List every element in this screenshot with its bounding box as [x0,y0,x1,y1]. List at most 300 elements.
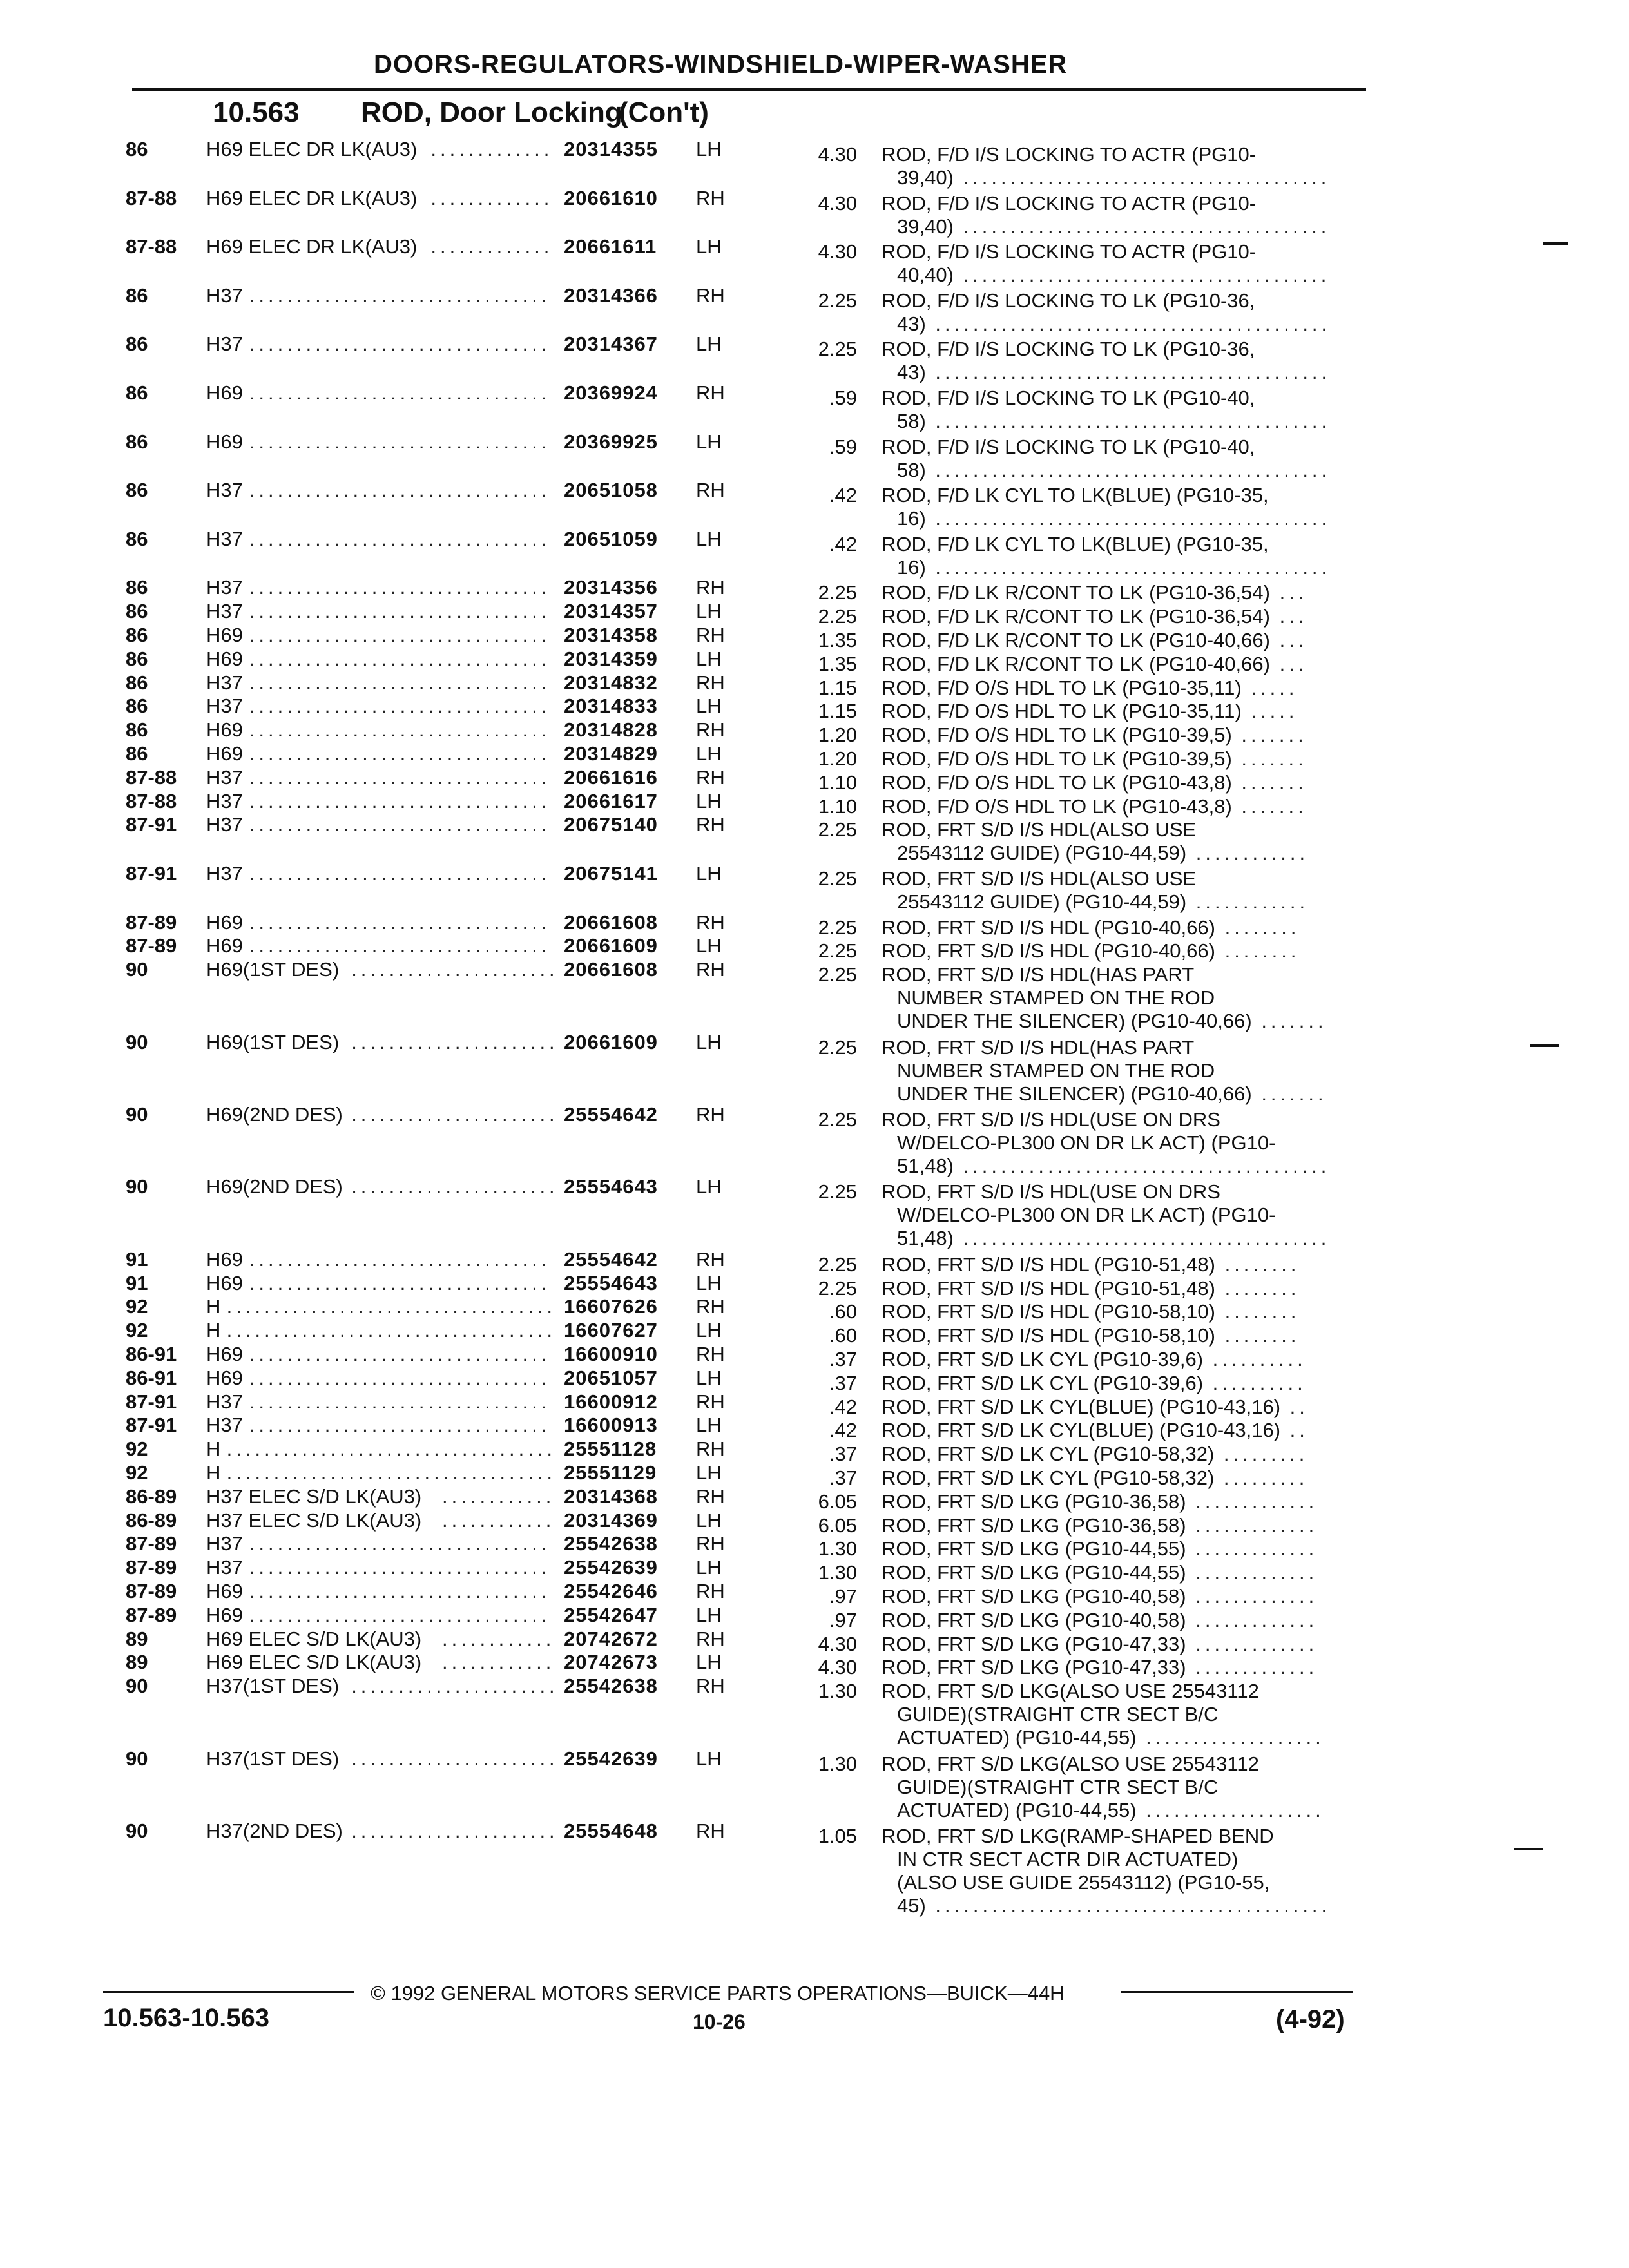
year-range: 86-91 [126,1366,177,1389]
leader-dots: ................................ [249,1366,551,1389]
description-line: NUMBER STAMPED ON THE ROD [897,986,1215,1010]
part-number: 25542638 [564,1532,658,1555]
description-line-wrap [882,215,1358,238]
description-line: ROD, F/D I/S LOCKING TO ACTR (PG10- [882,191,1257,215]
description-line-wrap [882,771,1358,794]
year-range: 86 [126,284,148,307]
leader-dots: ................................ [249,1390,551,1413]
leader-dots: ...................... [351,1675,559,1698]
year-range: 86 [126,647,148,670]
description-line: 39,40) [897,166,954,189]
margin-mark [1514,1848,1543,1850]
description-line: NUMBER STAMPED ON THE ROD [897,1059,1215,1082]
year-range: 86-89 [126,1485,177,1508]
quantity: 2.25 [818,581,857,604]
leader-dots: ................................ [249,1603,551,1626]
quantity: 1.30 [818,1752,857,1775]
year-range: 87-89 [126,1580,177,1602]
description [882,1324,1358,1347]
leader-dots: ................................ [249,527,551,550]
year-range: 87-91 [126,862,177,885]
model-code: H37(1ST DES) [206,1747,340,1770]
description [882,1633,1358,1656]
quantity: .42 [829,1395,857,1418]
model-code: H37 [206,813,243,836]
year-range: 90 [126,958,148,981]
description-line: ROD, FRT S/D LKG (PG10-47,33) [882,1632,1186,1655]
year-range: 87-88 [126,235,177,258]
quantity: 2.25 [818,818,857,841]
description-leader-dots: .......................................... [925,361,1331,384]
footer-copyright: © 1992 GENERAL MOTORS SERVICE PARTS OPERATIONS—BUICK—44H [371,1982,1065,2004]
description-line: 25543112 GUIDE) (PG10-44,59) [897,890,1187,913]
side: RH [696,718,725,742]
description-line: ROD, F/D I/S LOCKING TO LK (PG10-36, [882,289,1255,312]
side: RH [696,1295,725,1318]
description-line: GUIDE)(STRAIGHT CTR SECT B/C [897,1703,1219,1726]
description-leader-dots: ............ [1186,841,1309,865]
part-number: 20314356 [564,576,658,599]
description-line: ROD, F/D LK CYL TO LK(BLUE) (PG10-35, [882,532,1269,555]
description [882,867,1358,914]
description-leader-dots: ........ [1215,1253,1300,1276]
description-line: ACTUATED) (PG10-44,55) [897,1798,1137,1821]
description-line-wrap [882,1277,1358,1300]
part-number: 25551129 [564,1461,657,1484]
description-leader-dots: ......... [1214,1466,1309,1489]
part-number: 20314832 [564,671,658,694]
part-number: 20314357 [564,600,658,623]
description-line: ROD, FRT S/D I/S HDL(ALSO USE [882,818,1197,841]
description-leader-dots: ......... [1214,1443,1309,1466]
description [882,605,1358,628]
quantity: 1.10 [818,794,857,818]
model-code: H69 [206,1603,243,1626]
description-leader-dots: ....... [1231,747,1307,770]
description-line-wrap [882,939,1358,963]
description-line: GUIDE)(STRAIGHT CTR SECT B/C [897,1775,1219,1798]
model-code: H37 [206,1414,243,1437]
model-code: H69 [206,430,243,453]
quantity: 2.25 [818,867,857,890]
model-code: H69 [206,1366,243,1389]
leader-dots: ................................ [249,600,551,623]
part-number: 20314833 [564,695,658,718]
part-number: 20314369 [564,1508,658,1532]
quantity: 1.15 [818,700,857,723]
quantity: 2.25 [818,1276,857,1300]
quantity: 1.15 [818,676,857,699]
description-line-wrap [882,507,1358,530]
description-line-wrap [882,1537,1358,1561]
quantity: .37 [829,1348,857,1370]
description-leader-dots: ............ [1186,890,1309,913]
quantity: 4.30 [818,240,857,264]
description-leader-dots: .......... [1203,1371,1307,1394]
description [882,192,1358,238]
description-leader-dots: ........ [1215,1276,1300,1300]
side: LH [696,789,722,812]
description [882,1443,1358,1466]
part-number: 20314358 [564,624,658,646]
description-line: ROD, FRT S/D LKG (PG10-36,58) [882,1490,1186,1513]
side: RH [696,1675,725,1698]
year-range: 87-89 [126,934,177,957]
description-line: ROD, F/D LK R/CONT TO LK (PG10-36,54) [882,605,1270,628]
side: RH [696,1103,725,1126]
description [882,581,1358,604]
year-range: 87-91 [126,1414,177,1437]
part-number: 20314366 [564,284,658,307]
leader-dots: ................................ [249,1580,551,1602]
description-line: ROD, FRT S/D LKG (PG10-47,33) [882,1656,1186,1679]
description-line: ROD, F/D O/S HDL TO LK (PG10-39,5) [882,724,1232,747]
description-leader-dots: ............. [1186,1490,1318,1513]
model-code: H37 [206,576,243,599]
description-line: ROD, F/D LK R/CONT TO LK (PG10-40,66) [882,629,1270,651]
quantity: 1.20 [818,747,857,770]
part-number: 20661608 [564,958,658,981]
description-line: ROD, FRT S/D I/S HDL(USE ON DRS [882,1108,1220,1131]
part-number: 25551128 [564,1437,657,1461]
part-number: 20742673 [564,1651,658,1674]
part-number: 25542638 [564,1675,658,1698]
side: LH [696,1366,722,1389]
description [882,1277,1358,1300]
leader-dots: ................................ [249,765,551,789]
description-line-wrap [882,1726,1358,1749]
part-number: 20369924 [564,381,658,404]
description-line: ROD, F/D O/S HDL TO LK (PG10-35,11) [882,676,1242,699]
quantity: .60 [829,1324,857,1347]
part-number: 20661609 [564,934,658,957]
leader-dots: ................................ [249,332,551,356]
part-number: 25554643 [564,1175,658,1198]
leader-dots: ................................ [249,1532,551,1555]
side: LH [696,1747,722,1770]
leader-dots: ................................ [249,1343,551,1365]
quantity: 2.25 [818,1180,857,1204]
year-range: 86-89 [126,1508,177,1532]
description [882,1348,1358,1371]
description-line: ROD, FRT S/D LK CYL(BLUE) (PG10-43,16) [882,1395,1281,1418]
description-line-wrap [882,629,1358,652]
part-number: 25542646 [564,1580,658,1602]
side: LH [696,647,722,670]
description-line: ROD, FRT S/D I/S HDL (PG10-58,10) [882,1324,1215,1347]
description-leader-dots: ... [1269,629,1308,651]
description-leader-dots: ........ [1215,1300,1300,1323]
side: LH [696,138,722,160]
description-leader-dots: ... [1269,581,1308,604]
quantity: 2.25 [818,1253,857,1276]
description-line-wrap [882,1227,1358,1250]
description [882,1656,1358,1679]
description-line-wrap [882,1561,1358,1584]
section-heading [213,97,709,129]
year-range: 86 [126,576,148,599]
description [882,771,1358,794]
model-code: H37 ELEC S/D LK(AU3) [206,1485,422,1508]
quantity: 2.25 [818,338,857,361]
description [882,436,1358,482]
description-line: ROD, F/D I/S LOCKING TO LK (PG10-40, [882,387,1255,409]
model-code: H69 [206,934,243,957]
quantity: 1.10 [818,771,857,794]
year-range: 90 [126,1103,148,1126]
side: LH [696,1651,722,1674]
description-line-wrap [882,410,1358,433]
model-code: H69 ELEC S/D LK(AU3) [206,1627,422,1650]
model-code: H37 [206,479,243,502]
leader-dots: ...................... [351,1820,559,1842]
description-line-wrap [882,1894,1358,1917]
side: LH [696,332,722,356]
year-range: 86 [126,332,148,356]
year-range: 87-89 [126,1532,177,1555]
quantity: .37 [829,1371,857,1394]
description-line: ROD, F/D I/S LOCKING TO ACTR (PG10- [882,143,1257,166]
year-range: 86 [126,742,148,765]
leader-dots: ................................ [249,576,551,599]
description-leader-dots: ............. [1186,1608,1318,1631]
description [882,1180,1358,1250]
leader-dots: ...................... [351,1103,559,1126]
leader-dots: ................................ [249,1556,551,1579]
description [882,747,1358,771]
description-line-wrap [882,1466,1358,1490]
leader-dots: ...................... [351,1747,559,1770]
part-number: 16607627 [564,1319,658,1342]
description-line: 58) [897,458,926,481]
year-range: 87-91 [126,813,177,836]
description-line-wrap [882,581,1358,604]
description-line-wrap [882,1300,1358,1323]
description-line: ROD, FRT S/D I/S HDL (PG10-40,66) [882,939,1215,963]
description-line: UNDER THE SILENCER) (PG10-40,66) [897,1082,1252,1105]
description-line-wrap [882,1514,1358,1537]
description-leader-dots: ............. [1186,1537,1318,1561]
year-range: 90 [126,1747,148,1770]
year-range: 87-88 [126,789,177,812]
model-code: H37 ELEC S/D LK(AU3) [206,1508,422,1532]
year-range: 91 [126,1247,148,1271]
model-code: H69 [206,910,243,934]
year-range: 86 [126,671,148,694]
description-line: (ALSO USE GUIDE 25543112) (PG10-55, [897,1871,1270,1894]
description-line-wrap [882,264,1358,287]
description [882,1108,1358,1178]
description-line-wrap [882,1633,1358,1656]
description-line: ROD, F/D O/S HDL TO LK (PG10-43,8) [882,794,1232,818]
description-line: ROD, F/D I/S LOCKING TO ACTR (PG10- [882,240,1257,264]
leader-dots: ................................ [249,862,551,885]
description-leader-dots: .......................................... [925,507,1331,530]
side: RH [696,479,725,502]
model-code: H69 ELEC DR LK(AU3) [206,186,418,209]
side: RH [696,624,725,646]
model-code: H69 [206,1247,243,1271]
side: LH [696,235,722,258]
description [882,289,1358,336]
description [882,387,1358,433]
description [882,700,1358,723]
model-code: H [206,1295,221,1318]
leader-dots: ................................ [249,910,551,934]
year-range: 86 [126,479,148,502]
leader-dots: ................................ [249,647,551,670]
description [882,653,1358,676]
description-leader-dots: .......................................... [925,312,1331,335]
side: RH [696,813,725,836]
part-number: 20651058 [564,479,658,502]
side: RH [696,1485,725,1508]
quantity: 4.30 [818,191,857,215]
side: LH [696,600,722,623]
quantity: 1.20 [818,724,857,747]
model-code: H69(1ST DES) [206,958,340,981]
quantity: 1.30 [818,1561,857,1584]
leader-dots: ................................ [249,1414,551,1437]
description-line: IN CTR SECT ACTR DIR ACTUATED) [897,1848,1239,1870]
part-number: 20675141 [564,862,658,885]
quantity: .37 [829,1466,857,1489]
model-code: H69(1ST DES) [206,1030,340,1053]
quantity: 1.35 [818,629,857,651]
quantity: 2.25 [818,963,857,986]
model-code: H69(2ND DES) [206,1175,343,1198]
part-number: 25542639 [564,1747,658,1770]
part-number: 20651059 [564,527,658,550]
description-line: 43) [897,312,926,335]
leader-dots: ................................ [249,624,551,646]
description-line: ROD, F/D O/S HDL TO LK (PG10-35,11) [882,700,1242,723]
side: LH [696,862,722,885]
leader-dots: ................................... [226,1319,557,1342]
leader-dots: ...................... [351,958,559,981]
leader-dots: ................................ [249,934,551,957]
year-range: 86 [126,600,148,623]
description [882,818,1358,865]
year-range: 92 [126,1461,148,1484]
description-line: W/DELCO-PL300 ON DR LK ACT) (PG10- [897,1131,1276,1154]
year-range: 87-89 [126,1556,177,1579]
year-range: 87-89 [126,910,177,934]
margin-mark [1543,242,1568,245]
description-line: ROD, FRT S/D LK CYL(BLUE) (PG10-43,16) [882,1419,1281,1442]
quantity: .59 [829,435,857,458]
leader-dots: ................................ [249,381,551,404]
section-continued: (Con't) [619,97,709,128]
quantity: 1.30 [818,1537,857,1561]
leader-dots: ...................... [351,1030,559,1053]
description-leader-dots: ............. [1186,1632,1318,1655]
part-number: 25554643 [564,1271,658,1294]
part-number: 20661616 [564,765,658,789]
description [882,240,1358,287]
description [882,1372,1358,1395]
quantity: .60 [829,1300,857,1323]
description-line: 25543112 GUIDE) (PG10-44,59) [897,841,1187,865]
description [882,1490,1358,1514]
side: RH [696,1532,725,1555]
description-line: ROD, FRT S/D LKG(ALSO USE 25543112 [882,1752,1259,1775]
side: LH [696,742,722,765]
description-line: 43) [897,361,926,384]
model-code: H37 [206,1556,243,1579]
model-code: H69 [206,647,243,670]
page-header-title: DOORS-REGULATORS-WINDSHIELD-WIPER-WASHER [374,50,1068,79]
part-number: 25554648 [564,1820,658,1842]
quantity: 2.25 [818,605,857,628]
year-range: 86 [126,138,148,160]
description-line: 58) [897,410,926,432]
description-line: ROD, FRT S/D LK CYL (PG10-39,6) [882,1348,1204,1370]
side: LH [696,695,722,718]
footer-page-number: 10-26 [693,2010,746,2033]
footer-date-code: (4-92) [1276,2005,1345,2033]
header-rule [132,88,1366,91]
model-code: H69 [206,624,243,646]
description-line-wrap [882,1419,1358,1442]
side: RH [696,910,725,934]
description-line-wrap [882,1656,1358,1679]
part-number: 20314359 [564,647,658,670]
description-line: ROD, F/D LK R/CONT TO LK (PG10-36,54) [882,581,1270,604]
model-code: H37(2ND DES) [206,1820,343,1842]
quantity: 1.35 [818,652,857,675]
model-code: H69 [206,1580,243,1602]
leader-dots: ............ [442,1627,555,1650]
part-number: 16600910 [564,1343,658,1365]
year-range: 86-91 [126,1343,177,1365]
part-number: 20675140 [564,813,658,836]
leader-dots: ................................ [249,479,551,502]
description-line-wrap [882,1585,1358,1608]
leader-dots: ................................ [249,695,551,718]
year-range: 86 [126,381,148,404]
model-code: H37 [206,284,243,307]
model-code: H69 ELEC DR LK(AU3) [206,235,418,258]
description-leader-dots: .......................................... [925,555,1331,579]
leader-dots: ................................... [226,1461,557,1484]
description-line-wrap [882,1010,1358,1033]
description-line: ROD, FRT S/D LK CYL (PG10-39,6) [882,1371,1204,1394]
description [882,916,1358,939]
description [882,143,1358,189]
year-range: 86 [126,430,148,453]
description-line: ROD, F/D I/S LOCKING TO LK (PG10-36, [882,338,1255,361]
description [882,1825,1358,1917]
side: RH [696,1390,725,1413]
model-code: H69 ELEC S/D LK(AU3) [206,1651,422,1674]
year-range: 86 [126,718,148,742]
model-code: H37 [206,671,243,694]
year-range: 86 [126,624,148,646]
description-line: ROD, FRT S/D I/S HDL (PG10-51,48) [882,1253,1215,1276]
description-leader-dots: .. [1280,1419,1309,1442]
part-number: 16600913 [564,1414,658,1437]
description-leader-dots: ....... [1231,771,1307,794]
description [882,1680,1358,1749]
description [882,963,1358,1033]
leader-dots: ................................ [249,284,551,307]
description [882,1609,1358,1632]
side: RH [696,958,725,981]
year-range: 87-88 [126,765,177,789]
model-code: H37 [206,600,243,623]
leader-dots: ...................... [351,1175,559,1198]
